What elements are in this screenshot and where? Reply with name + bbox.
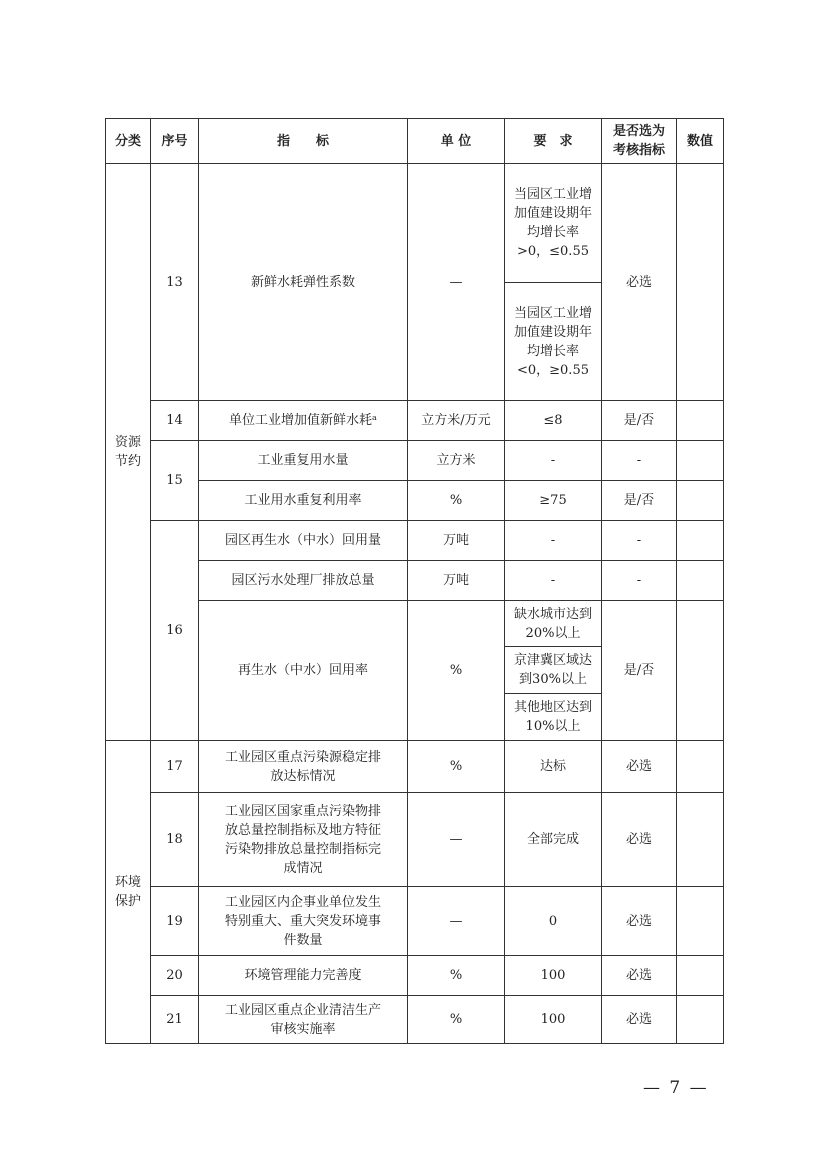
value-cell[interactable] (677, 401, 724, 441)
requirement-cell: 缺水城市达到20%以上 (505, 601, 602, 647)
row-no: 15 (151, 441, 199, 521)
unit-cell: — (408, 793, 505, 887)
category-environment: 环境保护 (106, 741, 151, 1044)
table-row (106, 561, 724, 601)
row-no: 14 (151, 401, 199, 441)
selected-cell: 必选 (602, 793, 677, 887)
requirement-cell: 当园区工业增加值建设期年均增长率>0，≤0.55 (505, 164, 602, 283)
selected-cell: 是/否 (602, 481, 677, 521)
unit-cell: % (408, 996, 505, 1044)
page-number: — 7 — (643, 1078, 709, 1098)
header-indicator: 指 标 (199, 119, 408, 164)
unit-cell: % (408, 601, 505, 741)
selected-cell: 必选 (602, 164, 677, 401)
value-cell[interactable] (677, 601, 724, 741)
requirement-cell: 其他地区达到10%以上 (505, 694, 602, 741)
indicator-cell: 工业园区重点污染源稳定排放达标情况 (199, 741, 408, 793)
unit-cell: 万吨 (408, 521, 505, 561)
requirement-cell: 京津冀区域达到30%以上 (505, 647, 602, 694)
value-cell[interactable] (677, 441, 724, 481)
indicator-cell: 工业重复用水量 (199, 441, 408, 481)
selected-cell: 必选 (602, 887, 677, 956)
indicator-cell: 新鲜水耗弹性系数 (199, 164, 408, 401)
table-row (106, 956, 724, 996)
unit-cell: 立方米 (408, 441, 505, 481)
value-cell[interactable] (677, 164, 724, 401)
value-cell[interactable] (677, 887, 724, 956)
value-cell[interactable] (677, 521, 724, 561)
selected-cell: - (602, 441, 677, 481)
header-no: 序号 (151, 119, 199, 164)
category-resource: 资源节约 (106, 164, 151, 741)
indicator-cell: 工业园区国家重点污染物排放总量控制指标及地方特征污染物排放总量控制指标完成情况 (199, 793, 408, 887)
selected-cell: - (602, 521, 677, 561)
value-cell[interactable] (677, 996, 724, 1044)
table-row (106, 164, 724, 283)
indicator-cell: 工业园区重点企业清洁生产审核实施率 (199, 996, 408, 1044)
selected-cell: 必选 (602, 956, 677, 996)
unit-cell: — (408, 164, 505, 401)
table-row (106, 401, 724, 441)
unit-cell: 立方米/万元 (408, 401, 505, 441)
header-category: 分类 (106, 119, 151, 164)
unit-cell: — (408, 887, 505, 956)
indicator-cell: 园区污水处理厂排放总量 (199, 561, 408, 601)
unit-cell: % (408, 741, 505, 793)
requirement-cell: 100 (505, 956, 602, 996)
table-row (106, 601, 724, 647)
indicator-cell: 再生水（中水）回用率 (199, 601, 408, 741)
indicator-cell: 工业用水重复利用率 (199, 481, 408, 521)
table-row (106, 793, 724, 887)
requirement-cell: 达标 (505, 741, 602, 793)
unit-cell: 万吨 (408, 561, 505, 601)
requirement-cell: - (505, 441, 602, 481)
indicator-table (105, 118, 724, 1044)
requirement-cell: 当园区工业增加值建设期年均增长率<0，≥0.55 (505, 283, 602, 401)
value-cell[interactable] (677, 793, 724, 887)
table-row (106, 741, 724, 793)
row-no: 17 (151, 741, 199, 793)
requirement-cell: 全部完成 (505, 793, 602, 887)
requirement-cell: ≤8 (505, 401, 602, 441)
value-cell[interactable] (677, 741, 724, 793)
indicator-cell: 工业园区内企事业单位发生特别重大、重大突发环境事件数量 (199, 887, 408, 956)
header-row (106, 119, 724, 164)
table-row (106, 481, 724, 521)
table-row (106, 521, 724, 561)
row-no: 13 (151, 164, 199, 401)
header-requirement: 要 求 (505, 119, 602, 164)
unit-cell: % (408, 481, 505, 521)
requirement-cell: 0 (505, 887, 602, 956)
selected-cell: 必选 (602, 996, 677, 1044)
row-no: 18 (151, 793, 199, 887)
requirement-cell: 100 (505, 996, 602, 1044)
selected-cell: 是/否 (602, 401, 677, 441)
header-selected: 是否选为考核指标 (602, 119, 677, 164)
row-no: 20 (151, 956, 199, 996)
value-cell[interactable] (677, 481, 724, 521)
selected-cell: 必选 (602, 741, 677, 793)
row-no: 16 (151, 521, 199, 741)
selected-cell: 是/否 (602, 601, 677, 741)
unit-cell: % (408, 956, 505, 996)
indicator-cell: 园区再生水（中水）回用量 (199, 521, 408, 561)
indicator-cell: 单位工业增加值新鲜水耗ᵃ (199, 401, 408, 441)
row-no: 21 (151, 996, 199, 1044)
indicator-cell: 环境管理能力完善度 (199, 956, 408, 996)
table-row (106, 441, 724, 481)
table-row (106, 996, 724, 1044)
header-unit: 单 位 (408, 119, 505, 164)
value-cell[interactable] (677, 561, 724, 601)
table-row (106, 887, 724, 956)
value-cell[interactable] (677, 956, 724, 996)
requirement-cell: - (505, 561, 602, 601)
selected-cell: - (602, 561, 677, 601)
header-value: 数值 (677, 119, 724, 164)
row-no: 19 (151, 887, 199, 956)
requirement-cell: - (505, 521, 602, 561)
requirement-cell: ≥75 (505, 481, 602, 521)
